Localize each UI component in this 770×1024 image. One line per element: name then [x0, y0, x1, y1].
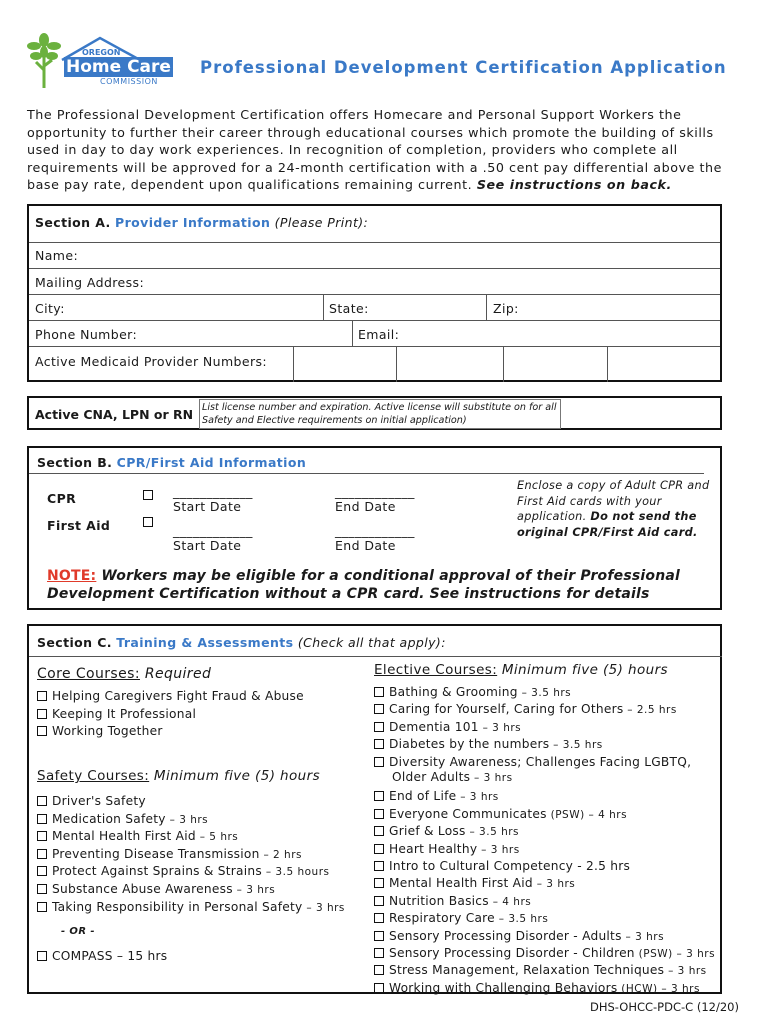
section-a-hint: (Please Print):: [274, 215, 369, 230]
elective-course-hours: – 3 hrs: [532, 878, 576, 891]
safety-course-checkbox[interactable]: [37, 814, 47, 824]
section-b-header: [37, 455, 306, 470]
elective-course-checkbox[interactable]: [374, 687, 384, 697]
license-note: List license number and expiration. Active license will substitute on for all Safety and Elective requirements on initial application): [202, 402, 557, 426]
city-field[interactable]: City:: [35, 301, 65, 316]
safety-course-hours: – 5 hrs: [195, 831, 239, 844]
note-label: NOTE:: [47, 568, 97, 584]
safety-course-item[interactable]: [37, 900, 345, 914]
safety-course-name: Mental Health First Aid: [52, 829, 196, 844]
elective-course-hours: – 3.5 hrs: [549, 739, 603, 752]
elective-course-hours: – 3 hrs: [478, 721, 522, 734]
elective-course-item[interactable]: [374, 946, 715, 960]
or-separator: - OR -: [61, 926, 95, 937]
enclose-text: Enclose a copy of Adult CPR and First Aid cards with your application.: [517, 479, 710, 523]
elective-course-hours: – 3 hrs: [664, 965, 707, 978]
elective-course-name: Sensory Processing Disorder - Adults: [389, 928, 622, 943]
section-c-box: [27, 624, 722, 994]
section-a-title: Provider Information: [115, 215, 271, 230]
elective-course-checkbox[interactable]: [374, 948, 384, 958]
elective-course-checkbox[interactable]: [374, 722, 384, 732]
license-label: Active CNA, LPN or RN: [35, 407, 194, 422]
safety-course-item[interactable]: [37, 882, 275, 896]
safety-course-name: Medication Safety: [52, 811, 166, 826]
section-a-label: Section A.: [35, 215, 111, 230]
section-c-header: [37, 635, 446, 650]
aid-end-blank[interactable]: ____________: [335, 523, 415, 538]
core-title: Core Courses:: [37, 666, 140, 682]
medicaid-numbers-field[interactable]: Active Medicaid Provider Numbers:: [35, 354, 268, 369]
first-aid-checkbox[interactable]: [143, 517, 153, 527]
first-aid-label: First Aid: [47, 518, 111, 533]
section-c-title: Training & Assessments: [116, 635, 294, 650]
safety-course-item[interactable]: [37, 829, 238, 843]
elective-course-checkbox[interactable]: [374, 983, 384, 993]
safety-course-checkbox[interactable]: [37, 796, 47, 806]
elective-course-hours: – 3 hrs: [477, 843, 520, 856]
core-subtitle: Required: [144, 666, 212, 682]
email-field[interactable]: Email:: [358, 327, 400, 342]
elective-course-checkbox[interactable]: [374, 861, 384, 871]
elective-heading: [374, 662, 668, 678]
elective-course-hours: – 2.5 hrs: [623, 704, 677, 717]
elective-course-checkbox[interactable]: [374, 896, 384, 906]
elective-subtitle: Minimum five (5) hours: [501, 662, 668, 678]
intro-emphasis: See instructions on back.: [476, 177, 672, 193]
safety-course-checkbox[interactable]: [37, 884, 47, 894]
older-adults-label: Older Adults: [392, 770, 471, 784]
enclose-instructions: [517, 478, 712, 540]
elective-course-hours: – 3.5 hrs: [517, 687, 572, 699]
elective-course-checkbox[interactable]: [374, 791, 384, 801]
elective-course-name: Sensory Processing Disorder - Children: [389, 946, 635, 960]
cpr-label: CPR: [47, 491, 77, 506]
safety-course-name: Protect Against Sprains & Strains: [52, 864, 262, 879]
safety-course-hours: – 3.5 hours: [262, 866, 330, 879]
page-title: Professional Development Certification Application: [200, 58, 727, 77]
core-course-item[interactable]: [37, 689, 304, 703]
section-a-box: [27, 204, 722, 382]
phone-field[interactable]: Phone Number:: [35, 327, 138, 342]
elective-course-name: Heart Healthy: [389, 841, 478, 856]
elective-course-name: Grief & Loss: [389, 824, 466, 839]
do-not-send-text: Do not send the original CPR/First Aid card.: [517, 510, 698, 539]
elective-course-item[interactable]: [374, 720, 521, 734]
core-course-name: Keeping It Professional: [52, 706, 197, 721]
form-id: DHS-OHCC-PDC-C (12/20): [590, 1000, 739, 1014]
elective-course-name: End of Life: [389, 789, 457, 804]
elective-course-name: Respiratory Care: [389, 911, 495, 926]
cpr-start-blank[interactable]: ____________: [173, 484, 253, 499]
elective-course-item[interactable]: [374, 842, 520, 856]
state-field[interactable]: State:: [329, 301, 369, 316]
elective-course-item[interactable]: [374, 963, 707, 977]
elective-course-name: Intro to Cultural Competency - 2.5 hrs: [389, 859, 631, 873]
cpr-end-blank[interactable]: ____________: [335, 484, 415, 499]
cpr-start-label: Start Date: [173, 499, 242, 514]
aid-end-label: End Date: [335, 538, 396, 553]
elective-course-name: Working with Challenging Behaviors: [389, 980, 618, 995]
elective-course-item[interactable]: [374, 859, 630, 873]
elective-title: Elective Courses:: [374, 662, 498, 678]
aid-start-blank[interactable]: ____________: [173, 523, 253, 538]
compass-checkbox[interactable]: [37, 951, 47, 961]
safety-heading: [37, 768, 320, 784]
elective-course-checkbox[interactable]: [374, 809, 384, 819]
license-box: [27, 396, 722, 430]
home-care-logo: [22, 30, 172, 94]
older-adults-continuation: [392, 770, 513, 784]
elective-course-hours: (PSW) – 4 hrs: [546, 808, 628, 821]
elective-course-checkbox[interactable]: [374, 826, 384, 836]
safety-course-hours: – 3 hrs: [165, 813, 209, 826]
elective-course-item[interactable]: [374, 929, 664, 943]
note-block: [47, 567, 707, 603]
elective-course-checkbox[interactable]: [374, 931, 384, 941]
zip-field[interactable]: Zip:: [493, 301, 519, 316]
logo-small-text: OREGON: [82, 48, 121, 57]
elective-course-name: Stress Management, Relaxation Techniques: [389, 963, 665, 978]
core-course-checkbox[interactable]: [37, 691, 47, 701]
elective-course-hours: (HCW) – 3 hrs: [617, 982, 700, 995]
mailing-address-field[interactable]: Mailing Address:: [35, 275, 145, 290]
safety-course-hours: – 3 hrs: [302, 901, 345, 914]
section-b-label: Section B.: [37, 455, 113, 470]
safety-course-item[interactable]: [37, 812, 208, 826]
elective-course-hours: – 3.5 hrs: [494, 913, 549, 926]
cpr-end-label: End Date: [335, 499, 396, 514]
logo-main-text: Home Care: [66, 57, 171, 77]
safety-course-checkbox[interactable]: [37, 902, 47, 912]
elective-course-checkbox[interactable]: [374, 739, 384, 749]
elective-course-checkbox[interactable]: [374, 844, 384, 854]
elective-course-name: Dementia 101: [389, 719, 479, 734]
elective-course-item[interactable]: [374, 685, 571, 699]
elective-course-name: Caring for Yourself, Caring for Others: [389, 702, 624, 717]
elective-course-item[interactable]: [374, 981, 700, 995]
safety-course-checkbox[interactable]: [37, 849, 47, 859]
section-c-hint: (Check all that apply):: [297, 635, 446, 650]
safety-course-name: Taking Responsibility in Personal Safety: [52, 899, 303, 914]
safety-title: Safety Courses:: [37, 768, 150, 784]
elective-course-item[interactable]: [374, 755, 691, 769]
note-text: Workers may be eligible for a conditional approval of their Professional Development Certification without a CPR card. See instructions for details: [47, 568, 681, 602]
intro-paragraph: [27, 106, 727, 194]
intro-text: The Professional Development Certification offers Homecare and Personal Support Workers the opportunity to further their career through educational courses which promote the building of skills used in day to day work experiences. In recognition of completion, providers who complete all requirements will be approved for a 24-month certification with a .50 cent pay differential above the base pay rate, dependent upon qualifications remaining current.: [27, 107, 722, 193]
elective-course-hours: – 3.5 hrs: [465, 826, 520, 839]
elective-course-hours: – 3 hrs: [456, 791, 499, 804]
safety-course-item[interactable]: [37, 864, 329, 878]
elective-course-item[interactable]: [374, 876, 575, 890]
section-b-box: [27, 446, 722, 610]
section-a-header: [35, 215, 368, 230]
core-course-name: Working Together: [52, 724, 163, 738]
elective-course-item[interactable]: [374, 737, 603, 751]
cpr-checkbox[interactable]: [143, 490, 153, 500]
safety-course-hours: – 2 hrs: [259, 848, 302, 861]
older-adults-hrs: – 3 hrs: [470, 772, 513, 784]
elective-course-checkbox[interactable]: [374, 913, 384, 923]
safety-course-name: Substance Abuse Awareness: [52, 882, 233, 896]
name-field[interactable]: Name:: [35, 248, 79, 263]
safety-course-name: Driver's Safety: [52, 794, 146, 808]
elective-course-hours: – 4 hrs: [488, 895, 532, 908]
core-course-name: Helping Caregivers Fight Fraud & Abuse: [52, 689, 304, 703]
aid-start-label: Start Date: [173, 538, 242, 553]
elective-course-hours: (PSW) – 3 hrs: [634, 948, 716, 960]
elective-course-name: Everyone Communicates: [389, 806, 547, 821]
elective-course-item[interactable]: [374, 824, 519, 838]
elective-course-item[interactable]: [374, 789, 499, 803]
safety-course-item[interactable]: [37, 847, 302, 861]
elective-course-hours: – 3 hrs: [621, 930, 665, 943]
core-course-item[interactable]: [37, 707, 196, 721]
core-heading: [37, 666, 211, 682]
core-course-checkbox[interactable]: [37, 726, 47, 736]
safety-course-checkbox[interactable]: [37, 831, 47, 841]
elective-course-checkbox[interactable]: [374, 878, 384, 888]
elective-course-item[interactable]: [374, 807, 627, 821]
elective-course-item[interactable]: [374, 894, 531, 908]
safety-course-item[interactable]: [37, 794, 146, 808]
elective-course-checkbox[interactable]: [374, 704, 384, 714]
elective-course-checkbox[interactable]: [374, 757, 384, 767]
safety-course-checkbox[interactable]: [37, 866, 47, 876]
elective-course-name: Bathing & Grooming: [389, 685, 518, 699]
elective-course-checkbox[interactable]: [374, 965, 384, 975]
core-course-item[interactable]: [37, 724, 163, 738]
elective-course-name: Diabetes by the numbers: [389, 737, 550, 752]
safety-course-name: Preventing Disease Transmission: [52, 846, 260, 861]
core-course-checkbox[interactable]: [37, 709, 47, 719]
logo-sub-text: COMMISSION: [100, 77, 158, 86]
elective-course-name: Nutrition Basics: [389, 893, 489, 908]
section-c-label: Section C.: [37, 635, 112, 650]
safety-subtitle: Minimum five (5) hours: [153, 768, 321, 784]
section-b-title: CPR/First Aid Information: [116, 455, 307, 470]
compass-item[interactable]: [37, 949, 167, 963]
elective-course-name: Mental Health First Aid: [389, 876, 533, 891]
elective-course-item[interactable]: [374, 911, 548, 925]
elective-course-item[interactable]: [374, 702, 677, 716]
compass-label: COMPASS – 15 hrs: [52, 949, 168, 963]
safety-course-hours: – 3 hrs: [232, 884, 276, 896]
elective-course-name: Diversity Awareness; Challenges Facing LGBTQ,: [389, 754, 692, 769]
